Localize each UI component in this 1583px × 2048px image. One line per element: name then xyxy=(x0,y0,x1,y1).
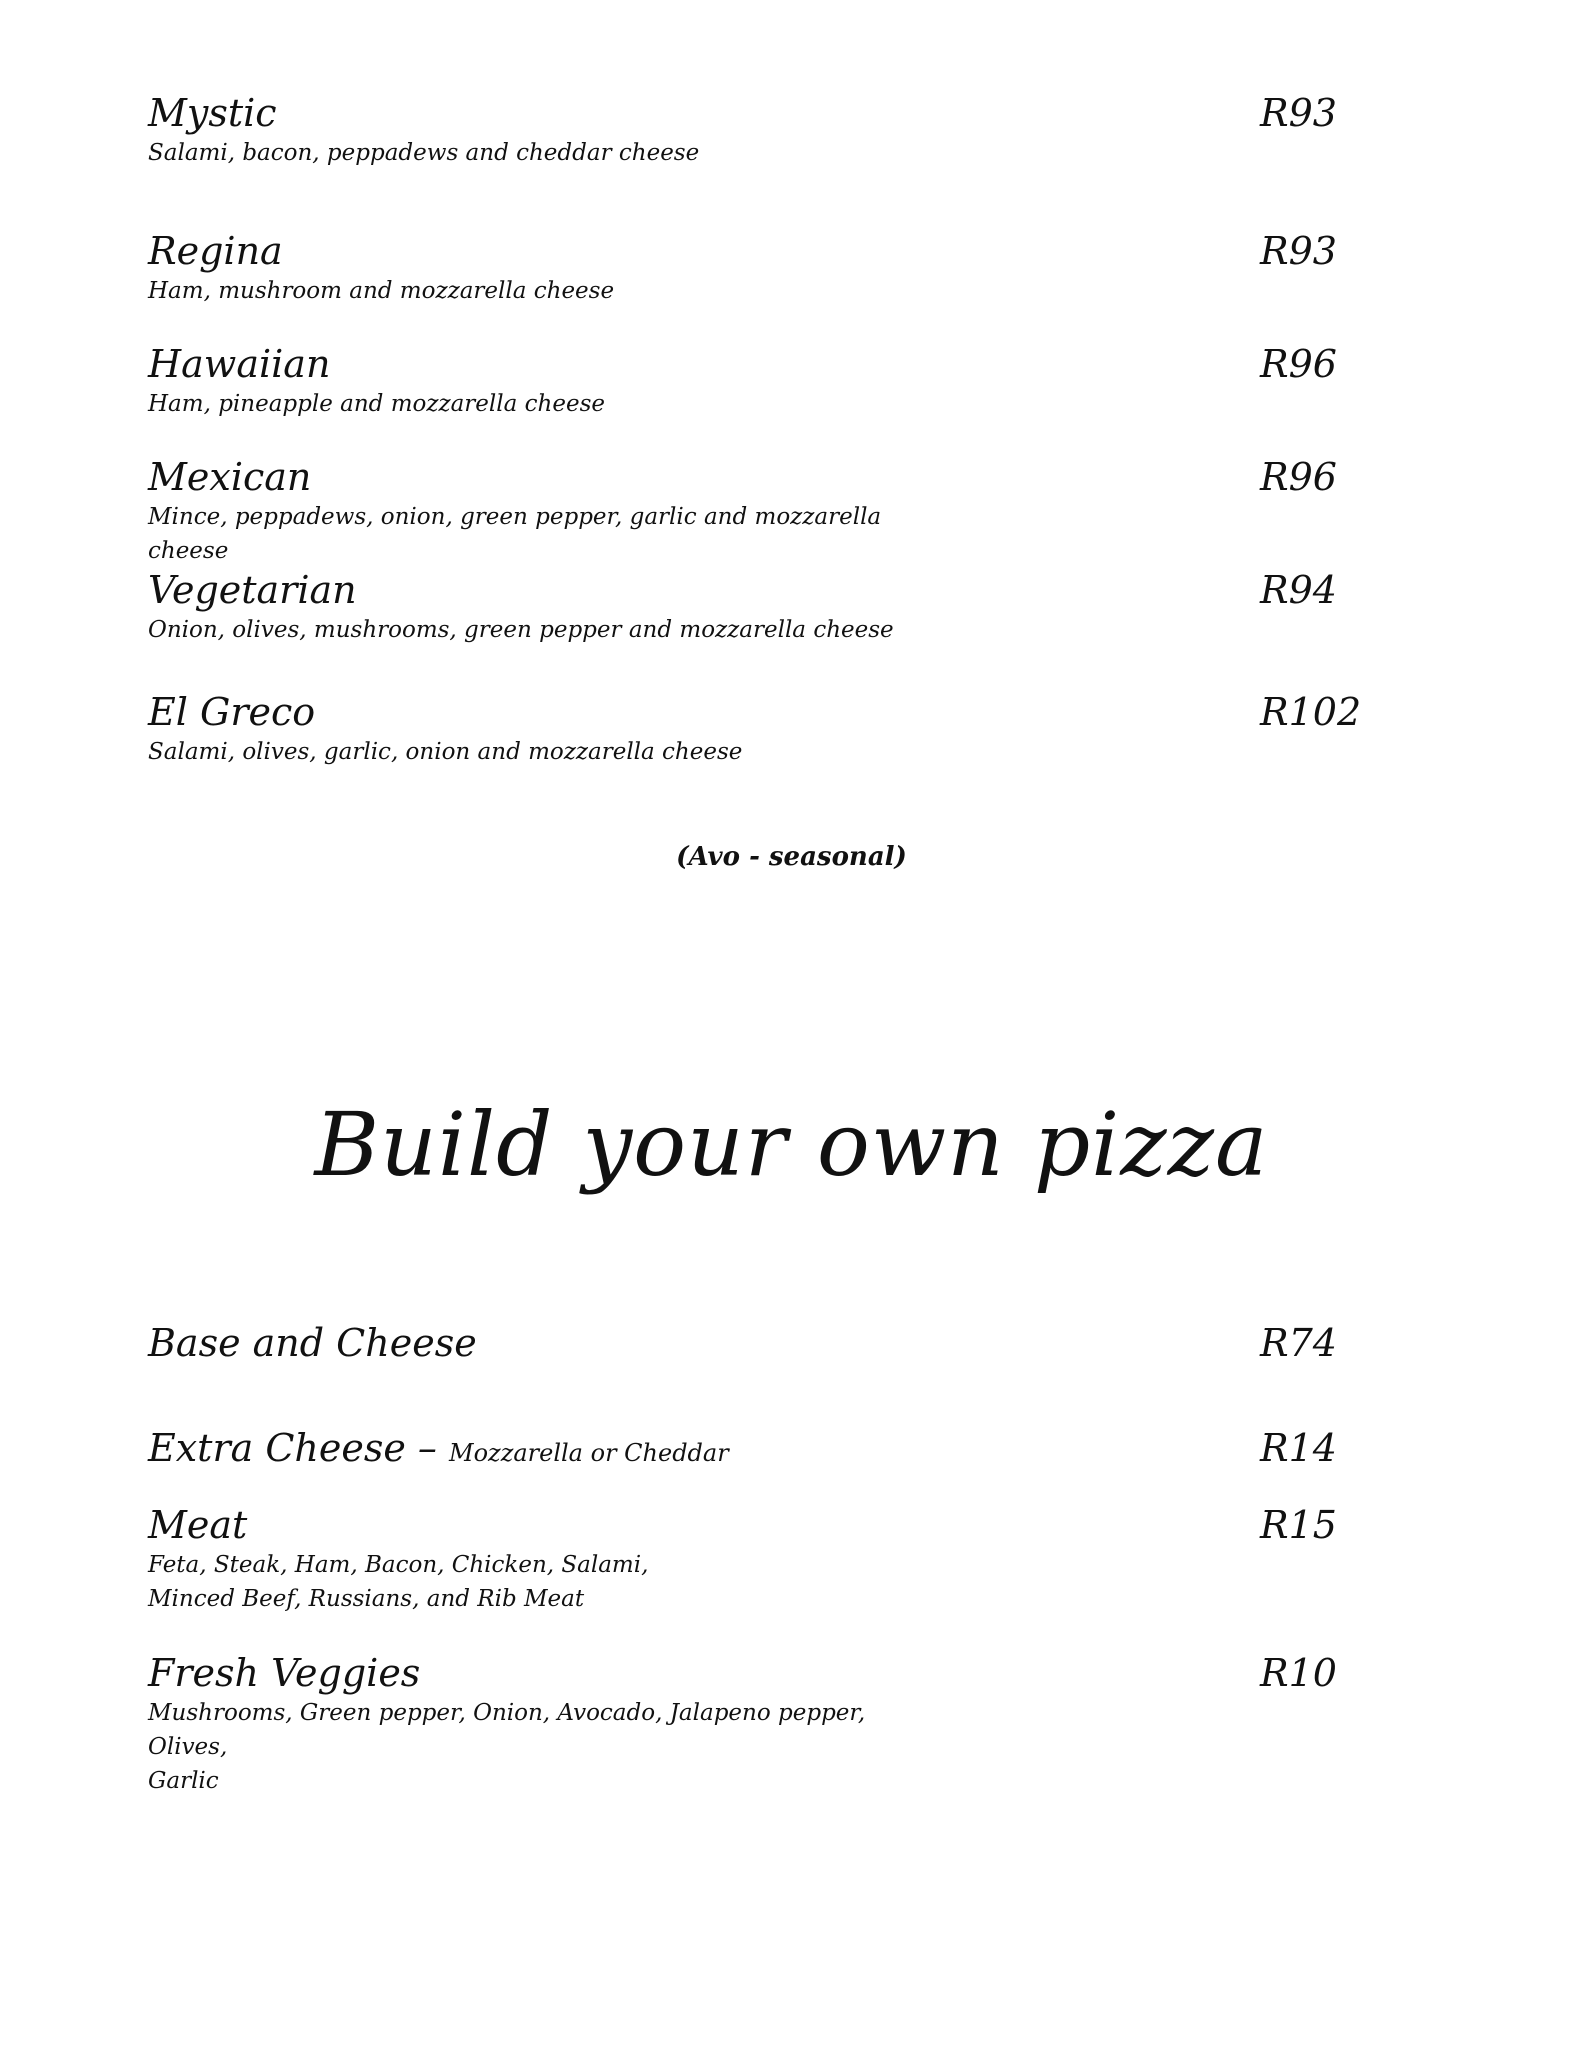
item-name-row xyxy=(148,1425,729,1476)
item-price: R93 xyxy=(1260,91,1337,135)
item-name: Extra Cheese – xyxy=(148,1426,437,1470)
item-description: Mushrooms, Green pepper, Onion, Avocado, Jalapeno pepper, Olives, Garlic xyxy=(148,1700,866,1794)
item-price: R96 xyxy=(1260,342,1337,386)
item-description: Ham, mushroom and mozzarella cheese xyxy=(148,278,615,304)
item-price: R93 xyxy=(1260,229,1337,273)
item-name: Base and Cheese xyxy=(148,1321,477,1365)
item-description: Salami, olives, garlic, onion and mozzarella cheese xyxy=(148,739,743,765)
item-name: Meat xyxy=(148,1503,248,1547)
item-name: Vegetarian xyxy=(148,568,357,612)
item-description: Mince, peppadews, onion, green pepper, garlic and mozzarella cheese xyxy=(148,504,882,564)
item-description: Feta, Steak, Ham, Bacon, Chicken, Salami, Minced Beef, Russians, and Rib Meat xyxy=(148,1552,649,1612)
item-name: Regina xyxy=(148,229,283,273)
item-price: R10 xyxy=(1260,1651,1337,1695)
item-price: R15 xyxy=(1260,1503,1337,1547)
item-name: Mexican xyxy=(148,455,312,499)
item-description: Onion, olives, mushrooms, green pepper and mozzarella cheese xyxy=(148,617,894,643)
item-price: R74 xyxy=(1260,1321,1337,1365)
item-name: Mystic xyxy=(148,91,277,135)
item-price: R94 xyxy=(1260,568,1337,612)
item-name-note: Mozzarella or Cheddar xyxy=(449,1439,729,1467)
item-description: Ham, pineapple and mozzarella cheese xyxy=(148,391,605,417)
item-description: Salami, bacon, peppadews and cheddar cheese xyxy=(148,140,700,166)
item-name: El Greco xyxy=(148,690,316,734)
item-price: R102 xyxy=(1260,690,1362,734)
seasonal-note: (Avo - seasonal) xyxy=(676,842,907,872)
item-price: R96 xyxy=(1260,455,1337,499)
item-price: R14 xyxy=(1260,1426,1337,1470)
section-title: Build your own pizza xyxy=(314,1093,1269,1196)
item-name: Fresh Veggies xyxy=(148,1651,421,1695)
item-name: Hawaiian xyxy=(148,342,331,386)
